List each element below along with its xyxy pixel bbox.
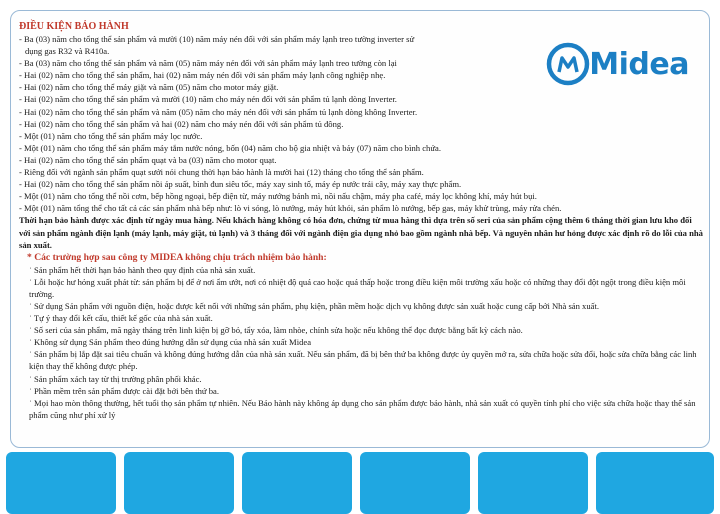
warranty-item: - Ba (03) năm cho tổng thể sản phẩm và mười (10) năm máy nén đối với sản phẩm máy lạnh treo tường inverter sử <box>19 34 415 44</box>
warranty-item: - Riêng đối với ngành sản phẩm quạt sưởi nói chung thời hạn bảo hành là mười hai (12) tháng cho tổng thể sản phẩm. <box>19 167 424 178</box>
warranty-item: - Hai (02) năm cho tổng thể sản phẩm và mười (10) năm cho máy nén đối với sản phẩm tủ lạnh dòng Inverter. <box>19 94 397 105</box>
warranty-item: - Một (01) năm cho tổng thể sản phẩm máy lọc nước. <box>19 130 203 141</box>
warranty-note: Thời hạn bảo hành được xác định từ ngày mua hàng. Nếu khách hàng không có hóa đơn, chứng từ mua hàng thì dựa trên số seri của sản phẩm cộng thêm 6 tháng thời gian lưu kho đối với sản phẩm ngành điện lạnh (máy lạnh, máy giặt, tủ lạnh) và 3 tháng đối với ngành điện gia dụng nhỏ bao gồm ngành nhà bếp. Và nguyên nhân hư hỏng được xác định rõ do lỗi của nhà sản xuất. <box>19 215 703 250</box>
warranty-item: - Hai (02) năm cho tổng thể sản phẩm nồi áp suất, bình đun siêu tốc, máy xay sinh tố, máy ép nước trái cây, máy xay thực phẩm. <box>19 179 462 190</box>
warranty-item: - Hai (02) năm cho tổng thể máy giặt và năm (05) năm cho motor máy giặt. <box>19 82 279 93</box>
warranty-item: - Một (01) năm cho tổng thể nồi cơm, bếp hồng ngoại, bếp điện từ, máy nướng bánh mì, nồi nấu chậm, máy pha café, máy lọc không khí, máy hút bụi. <box>19 191 537 202</box>
exclusion-item: ˙ Phần mềm trên sản phẩm được cài đặt bởi bên thứ ba. <box>29 385 219 396</box>
footer-tile <box>6 452 116 514</box>
footer-tile <box>242 452 352 514</box>
midea-wordmark: Midea <box>589 46 689 82</box>
exclusion-item: ˙ Số seri của sản phẩm, mã ngày tháng trên linh kiện bị gỡ bỏ, tẩy xóa, làm nhòe, chỉnh sửa hoặc nếu không thể đọc được bằng bất kỳ cách nào. <box>29 325 523 336</box>
exclusion-item: ˙ Mọi hao mòn thông thường, hết tuổi thọ sản phẩm tự nhiên. Nếu Bảo hành này không áp dụng cho sản phẩm được bảo hành, nhà sản xuất có quyền tính phí cho việc sửa chữa hoặc thay thế sản phẩm cũng như phí xử lý <box>29 397 696 420</box>
warranty-list <box>19 33 703 214</box>
exclusions-heading: * Các trường hợp sau công ty MIDEA không chịu trách nhiệm bảo hành: <box>27 251 327 263</box>
warranty-item: - Ba (03) năm cho tổng thể sản phẩm và năm (05) năm máy nén đối với sản phẩm máy lạnh treo tường còn lại <box>19 58 397 69</box>
footer-tile <box>360 452 470 514</box>
exclusion-item: ˙ Sản phẩm hết thời hạn bảo hành theo quy định của nhà sản xuất. <box>29 264 256 275</box>
warranty-item: - Hai (02) năm cho tổng thể sản phẩm, hai (02) năm máy nén đối với sản phẩm máy lạnh công nghiệp nhẹ. <box>19 70 386 81</box>
warranty-item: - Hai (02) năm cho tổng thể sản phẩm và năm (05) năm cho máy nén đối với sản phẩm tủ lạnh dòng không Inverter. <box>19 106 418 117</box>
exclusions-list <box>19 264 703 421</box>
exclusion-item: ˙ Sử dụng Sản phẩm với nguồn điện, hoặc được kết nối với những sản phẩm, phụ kiện, phần mềm hoặc dịch vụ không được sản xuất hoặc cung cấp bởi Nhà sản xuất. <box>29 300 599 311</box>
exclusion-item: ˙ Sản phẩm xách tay từ thị trường phân phối khác. <box>29 373 202 384</box>
footer-tile <box>596 452 714 514</box>
warranty-item: - Hai (02) năm cho tổng thể sản phẩm và hai (02) năm cho máy nén đối với sản phẩm tủ đông. <box>19 118 344 129</box>
warranty-card <box>10 10 710 448</box>
footer-tiles <box>0 448 720 510</box>
warranty-item: - Hai (02) năm cho tổng thể sản phẩm quạt và ba (03) năm cho motor quạt. <box>19 154 277 165</box>
warranty-item: dụng gas R32 và R410a. <box>25 46 110 57</box>
exclusion-item: ˙ Không sử dụng Sản phẩm theo đúng hướng dẫn sử dụng của nhà sản xuất Midea <box>29 337 312 348</box>
exclusion-item: ˙ Lỗi hoặc hư hỏng xuất phát từ: sản phẩm bị để ở nơi ẩm ướt, nơi có nhiệt độ quá cao hoặc quá thấp hoặc trong điều kiện môi trường xấu hoặc có những thay đổi đột ngột trong điều kiện môi trường. <box>29 276 686 299</box>
warranty-content <box>19 21 703 421</box>
warranty-item: - Một (01) năm cho tổng thể sản phẩm máy tắm nước nóng, bốn (04) năm cho bộ gia nhiệt và bảy (07) năm cho bình chứa. <box>19 142 441 153</box>
exclusion-item: ˙ Sản phẩm bị lắp đặt sai tiêu chuẩn và không đúng hướng dẫn của nhà sản xuất. Nếu sản phẩm, đã bị bên thứ ba không được ủy quyền mở ra, sửa chữa hoặc sửa đổi, hoặc sửa chữa bằng các linh kiện thay thế không được phép. <box>29 349 697 372</box>
footer-tile <box>124 452 234 514</box>
warranty-item: - Một (01) năm tổng thể cho tất cả các sản phẩm nhà bếp như: lò vi sóng, lò nướng, máy hút khói, sản phẩm lò nướng, bếp gas, máy khử trùng, máy rửa chén. <box>19 203 562 214</box>
warranty-title: ĐIỀU KIỆN BẢO HÀNH <box>19 21 129 32</box>
footer-tile <box>478 452 588 514</box>
exclusion-item: ˙ Tự ý thay đổi kết cấu, thiết kế gốc của nhà sản xuất. <box>29 313 213 324</box>
